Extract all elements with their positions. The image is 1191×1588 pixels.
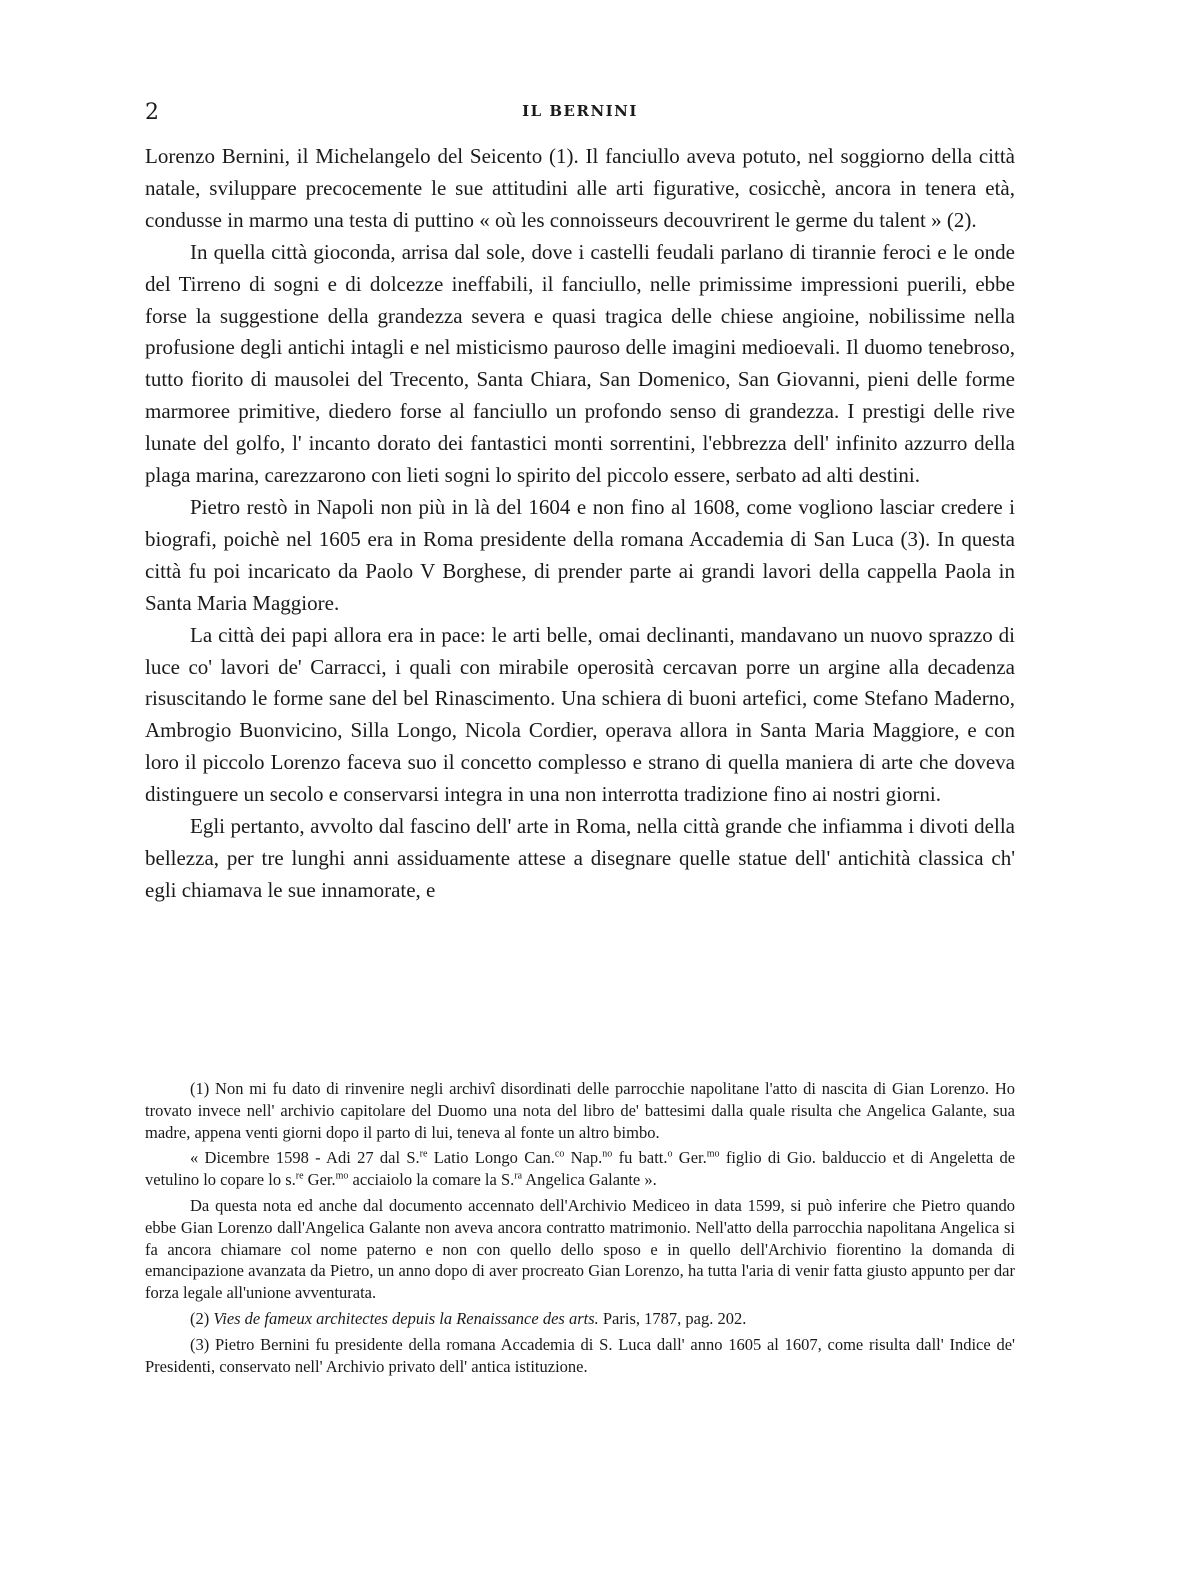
footnote-1: (1) Non mi fu dato di rinvenire negli archivî disordinati delle parrocchie napolitane l'atto di nascita di Gian Lorenzo. Ho trovato invece nell' archivio capitolare del Duomo una nota del libro de' battesimi dalla quale risulta che Angelica Galante, sua madre, appena venti giorni dopo il parto di lui, teneva al fonte un altro bimbo. bbox=[145, 1079, 1015, 1142]
main-text bbox=[145, 141, 1015, 907]
footnotes bbox=[145, 1078, 1015, 1377]
paragraph: In quella città gioconda, arrisa dal sole, dove i castelli feudali parlano di tirannie feroci e le onde del Tirreno di sogni e di dolcezze ineffabili, il fanciullo, nelle primissime impressioni puerili, ebbe forse la suggestione della grandezza severa e quasi tragica delle chiese angioine, nobilissime nella profusione degli antichi intagli e nel misticismo pauroso delle imagini medioevali. Il duomo tenebroso, tutto fiorito di mausolei del Trecento, Santa Chiara, San Domenico, San Giovanni, pieni delle forme marmoree primitive, diedero forse al fanciullo un profondo senso di grandezza. I prestigi delle rive lunate del golfo, l' incanto dorato dei fantastici monti sorrentini, l'ebbrezza dell' infinito azzurro della plaga marina, carezzarono con lieti sogni lo spirito del piccolo essere, serbato ad alti destini. bbox=[145, 239, 1015, 488]
footnote-2-title: Vies de fameux architectes depuis la Renaissance des arts. bbox=[213, 1308, 599, 1328]
paragraph: Egli pertanto, avvolto dal fascino dell' arte in Roma, nella città grande che infiamma i divoti della bellezza, per tre lunghi anni assiduamente attese a disegnare quelle statue dell' antichità classica ch' egli chiamava le sue innamorate, e bbox=[145, 814, 1015, 902]
paragraph: Pietro restò in Napoli non più in là del 1604 e non fino al 1608, come vogliono lasciar credere i biografi, poichè nel 1605 era in Roma presidente della romana Accademia di San Luca (3). In questa città fu poi incaricato da Paolo V Borghese, di prender parte ai grandi lavori della cappella Paola in Santa Maria Maggiore. bbox=[145, 494, 1015, 615]
page-number: 2 bbox=[145, 100, 159, 125]
running-title: IL BERNINI bbox=[522, 102, 638, 120]
page-header bbox=[145, 100, 1015, 130]
footnote-3: (3) Pietro Bernini fu presidente della romana Accademia di S. Luca dall' anno 1605 al 1607, come risulta dall' Indice de' Presidenti, conservato nell' Archivio privato dell' antica istituzione. bbox=[145, 1334, 1015, 1376]
footnote-2: (2) Vies de fameux architectes depuis la Renaissance des arts. Paris, 1787, pag. 202. bbox=[190, 1308, 747, 1328]
footnote-1-continuation: Da questa nota ed anche dal documento accennato dell'Archivio Mediceo in data 1599, si può inferire che Pietro quando ebbe Gian Lorenzo dall'Angelica Galante non aveva ancora contratto matrimonio. Nell'atto della parrocchia napolitana Angelica si fa ancora chiamare col nome paterno e non con quello dello sposo e in quello dell'Archivio fiorentino la domanda di emancipazione avanzata da Pietro, un anno dopo di aver procreato Gian Lorenzo, ha tutta l'aria di venir fatta giusto appunto per dar forza legale all'unione avventurata. bbox=[145, 1195, 1015, 1303]
paragraph: Lorenzo Bernini, il Michelangelo del Seicento (1). Il fanciullo aveva potuto, nel soggiorno della città natale, sviluppare precocemente le sue attitudini alle arti figurative, cosicchè, ancora in tenera età, condusse in marmo una testa di puttino « où les connoisseurs decouvrirent le germe du talent » (2). bbox=[145, 144, 1015, 232]
paragraph: La città dei papi allora era in pace: le arti belle, omai declinanti, mandavano un nuovo sprazzo di luce co' lavori de' Carracci, i quali con mirabile operosità cercavan porre un argine alla decadenza risuscitando le forme sane del bel Rinascimento. Una schiera di buoni artefici, come Stefano Maderno, Ambrogio Buonvicino, Silla Longo, Nicola Cordier, operava allora in Santa Maria Maggiore, e con loro il piccolo Lorenzo faceva suo il concetto complesso e strano di quella maniera di arte che doveva distinguere un secolo e conservarsi integra in una non interrotta tradizione fino ai nostri giorni. bbox=[145, 622, 1015, 807]
footnote-1-quote: « Dicembre 1598 - Adi 27 dal S.$^{re}$ Latio Longo Can.$^{co}$ Nap.$^{no}$ fu batt.$^o$ Ger.$^{mo}$ figlio di Gio. balduccio et di Angeletta de vetulino lo copare lo s.$^{re}$ Ger.$^{mo}$ acciaiolo la comare la S.$^{ra}$ Angelica Galante ». bbox=[145, 1148, 1016, 1190]
